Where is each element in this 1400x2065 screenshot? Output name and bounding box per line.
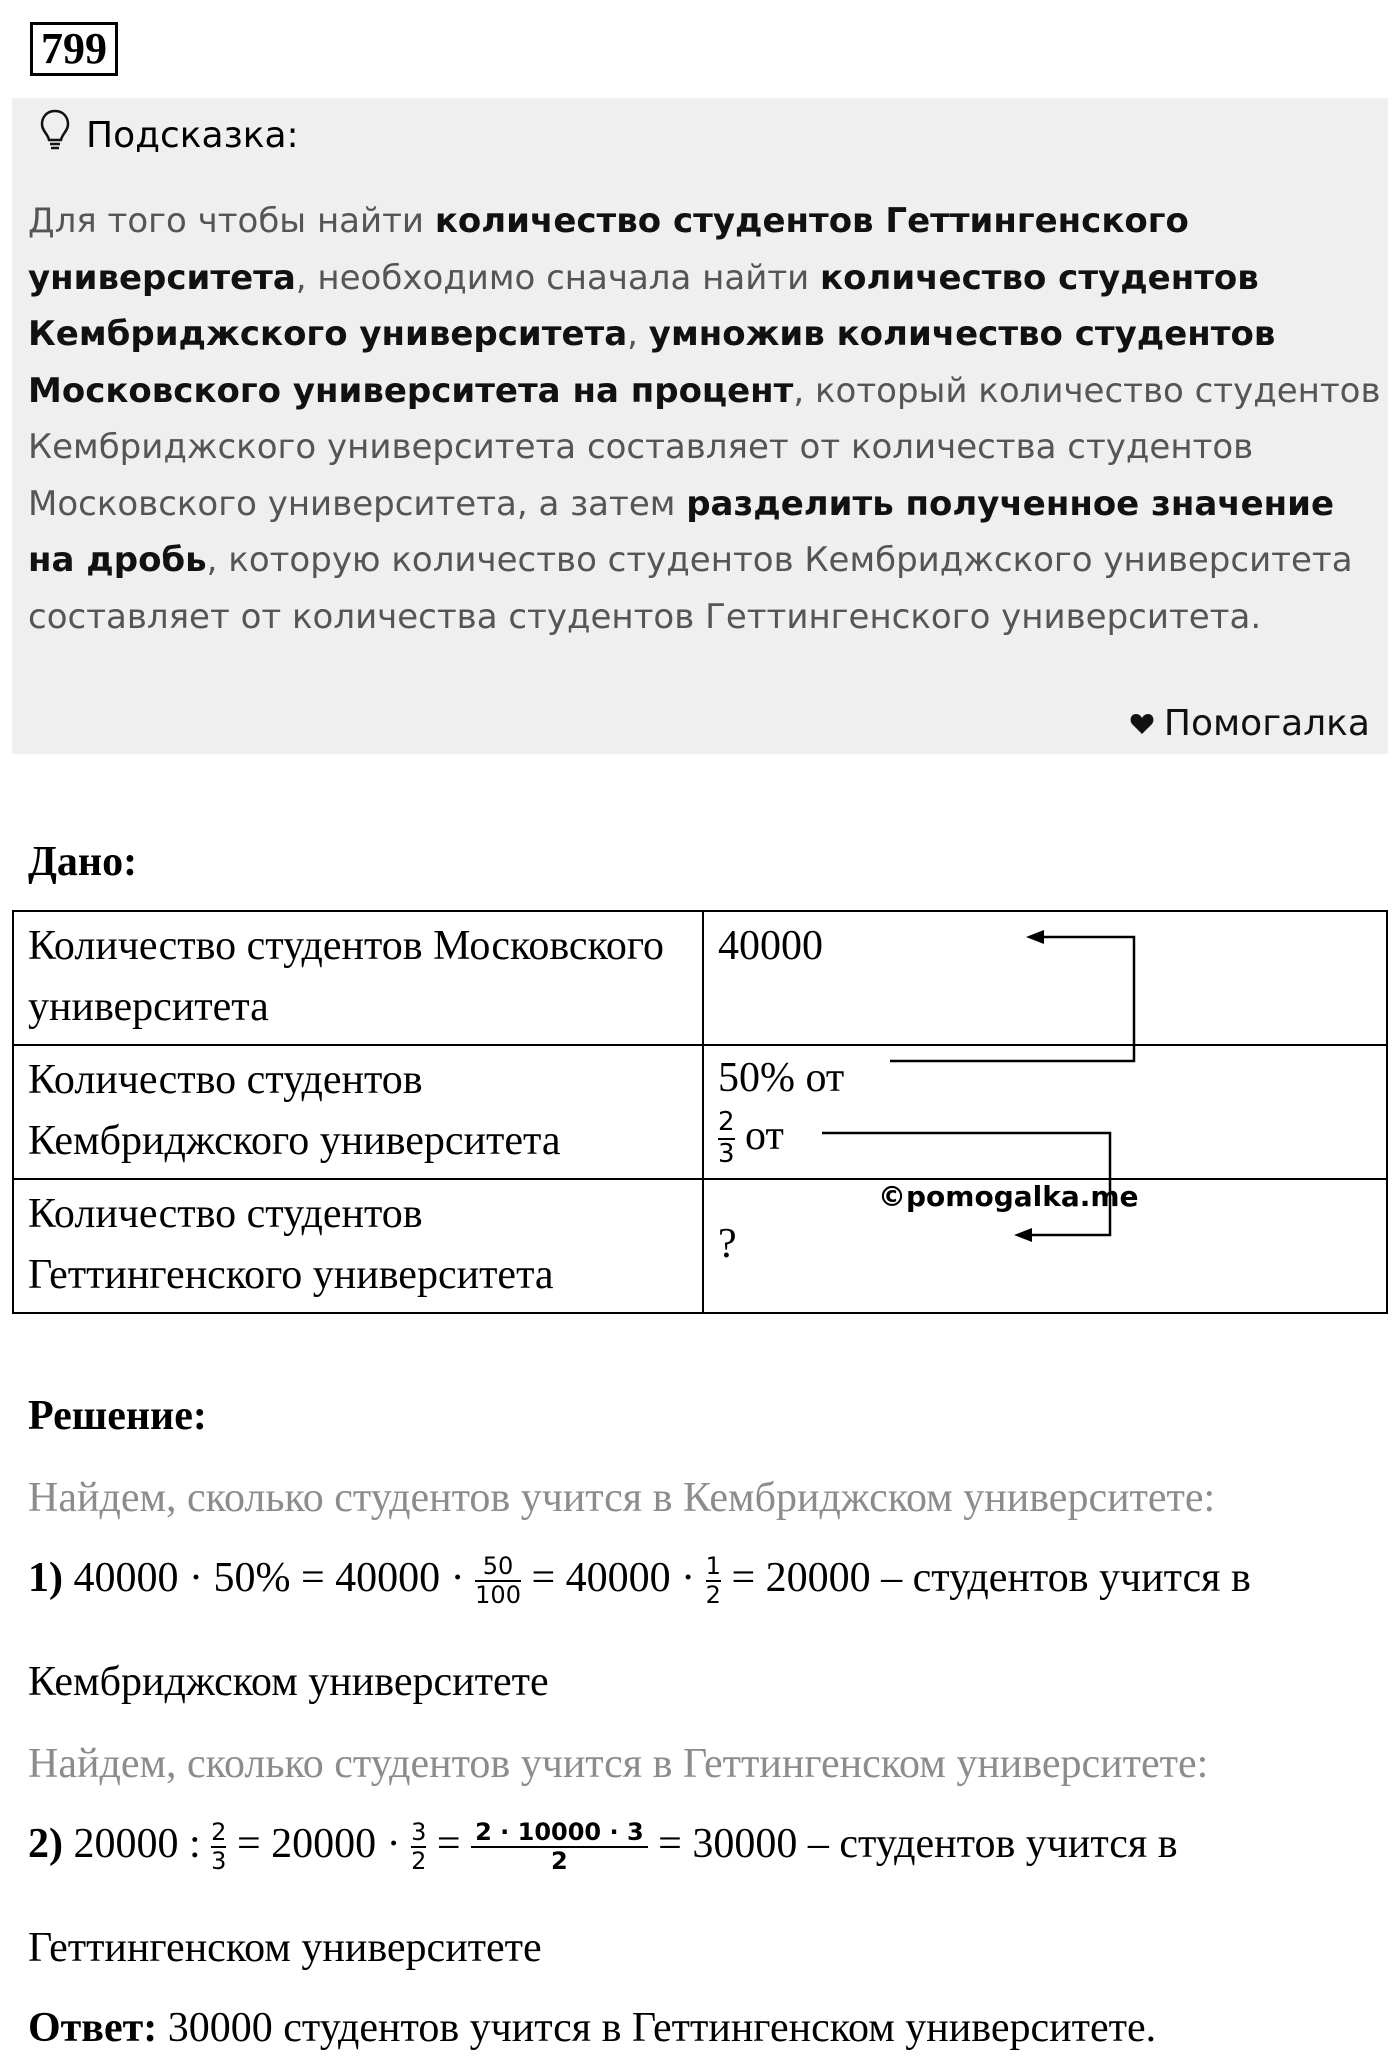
answer-text: 30000 студентов учится в Геттингенском университете. bbox=[157, 2005, 1157, 2051]
eq-part: = 40000 · bbox=[531, 1555, 696, 1601]
table-row bbox=[13, 1179, 1387, 1313]
brand-name: Помогалка bbox=[1163, 703, 1370, 744]
solution-title: Решение: bbox=[28, 1393, 207, 1439]
step1-equation bbox=[28, 1548, 1378, 1610]
table-row bbox=[13, 1045, 1387, 1179]
fraction-denominator: 2 bbox=[705, 1581, 721, 1610]
fraction bbox=[411, 1819, 426, 1876]
fraction bbox=[471, 1819, 648, 1876]
hint-title: Подсказка: bbox=[86, 114, 299, 156]
fraction bbox=[706, 1553, 721, 1610]
given-label-cambridge: Количество студентов Кембриджского университета bbox=[13, 1045, 703, 1179]
hint-segment: , необходимо сначала найти bbox=[295, 257, 821, 298]
eq-part: = 30000 – студентов учится в bbox=[658, 1821, 1178, 1867]
value-percent: 50% от bbox=[718, 1055, 845, 1101]
hint-text bbox=[28, 193, 1383, 645]
value-fraction bbox=[718, 1106, 1372, 1170]
hint-segment: , которую количество студентов Кембриджского университета составляет от количества студентов Геттингенского университета. bbox=[28, 540, 1353, 637]
fraction-numerator: 3 bbox=[411, 1817, 427, 1846]
hint-segment: Для того чтобы найти bbox=[28, 201, 435, 241]
table-row bbox=[13, 911, 1387, 1045]
given-label-gottingen: Количество студентов Геттингенского университета bbox=[13, 1179, 703, 1313]
fraction-numerator: 1 bbox=[705, 1551, 721, 1580]
given-label-moscow: Количество студентов Московского университета bbox=[13, 911, 703, 1045]
fraction-denominator: 3 bbox=[718, 1139, 735, 1170]
fraction bbox=[211, 1819, 226, 1876]
eq-part: 20000 : bbox=[73, 1821, 201, 1867]
eq-part: = bbox=[436, 1821, 461, 1867]
fraction-numerator: 2 bbox=[211, 1817, 227, 1846]
step2-continuation: Геттингенском университете bbox=[28, 1925, 542, 1971]
given-table bbox=[12, 910, 1388, 1314]
hint-segment: , bbox=[627, 314, 649, 354]
step1-continuation: Кембриджском университете bbox=[28, 1659, 549, 1705]
hint-emphasis: количество студентов Геттингенского университета bbox=[28, 201, 1189, 298]
fraction bbox=[475, 1553, 521, 1610]
task-number: 799 bbox=[30, 22, 118, 76]
given-title: Дано: bbox=[28, 839, 138, 885]
eq-part: = 20000 · bbox=[236, 1821, 401, 1867]
step2-intro: Найдем, сколько студентов учится в Геттингенском университете: bbox=[28, 1741, 1209, 1787]
given-value-gottingen: ? bbox=[703, 1179, 1387, 1313]
step1-intro: Найдем, сколько студентов учится в Кембриджском университете: bbox=[28, 1475, 1216, 1521]
given-value-moscow: 40000 bbox=[703, 911, 1387, 1045]
fraction-numerator: 2 · 10000 · 3 bbox=[475, 1817, 644, 1846]
fraction-denominator: 2 bbox=[411, 1847, 427, 1876]
step-number: 1) bbox=[28, 1555, 63, 1601]
fraction-numerator: 2 bbox=[718, 1107, 735, 1138]
eq-part: 40000 · 50% = 40000 · bbox=[73, 1555, 465, 1601]
hint-header bbox=[40, 110, 299, 160]
fraction-denominator: 100 bbox=[475, 1581, 521, 1610]
fraction-numerator: 50 bbox=[482, 1551, 514, 1580]
heart-icon bbox=[1130, 703, 1154, 744]
eq-part: = 20000 – студентов учится в bbox=[731, 1555, 1251, 1601]
hint-segment: , который количество студентов Кембриджского университета составляет от количества студентов Московского университета, а затем bbox=[28, 370, 1381, 524]
hint-emphasis: количество студентов Кембриджского университета bbox=[28, 257, 1259, 354]
step-number: 2) bbox=[28, 1821, 63, 1867]
step2-equation bbox=[28, 1814, 1378, 1876]
lightbulb-icon bbox=[40, 109, 70, 162]
hint-panel bbox=[12, 98, 1388, 754]
hint-emphasis: умножив количество студентов Московского университета на процент bbox=[28, 314, 1276, 411]
fraction-suffix: от bbox=[745, 1113, 784, 1159]
hint-emphasis: разделить полученное значение на дробь bbox=[28, 483, 1335, 580]
fraction bbox=[718, 1108, 735, 1170]
fraction-denominator: 2 bbox=[471, 1846, 648, 1876]
brand-label bbox=[1130, 703, 1370, 744]
watermark: ©pomogalka.me bbox=[878, 1180, 1139, 1213]
answer-label: Ответ: bbox=[28, 2005, 158, 2051]
fraction-denominator: 3 bbox=[211, 1847, 227, 1876]
answer-line bbox=[28, 1998, 1378, 2058]
given-value-cambridge bbox=[703, 1045, 1387, 1179]
